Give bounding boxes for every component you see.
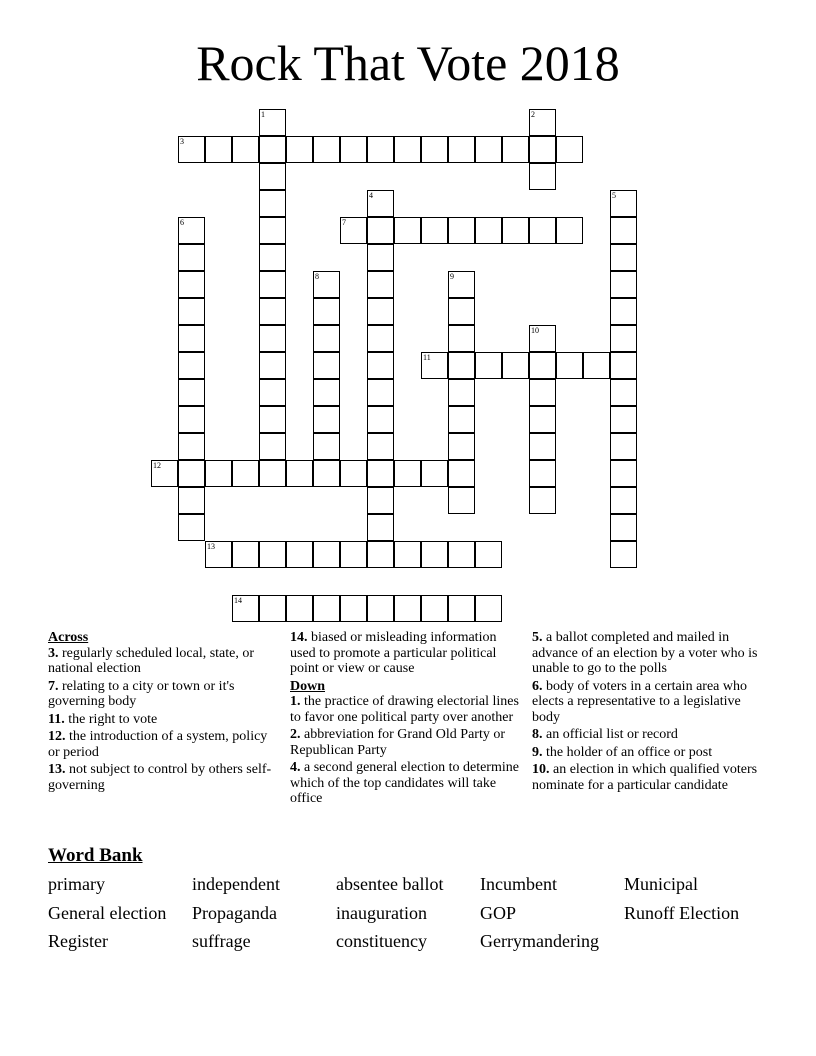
clue-item-text: not subject to control by others self-governing [48,762,272,793]
grid-cell[interactable] [475,217,502,244]
clue-item-text: the introduction of a system, policy or period [48,729,268,760]
grid-cell[interactable] [367,514,394,541]
grid-cell[interactable] [178,271,205,298]
grid-cell[interactable] [556,352,583,379]
grid-cell[interactable] [448,595,475,622]
grid-cell[interactable] [232,541,259,568]
grid-cell[interactable] [286,460,313,487]
grid-cell[interactable] [313,595,340,622]
grid-cell[interactable] [529,379,556,406]
grid-cell[interactable] [232,460,259,487]
grid-cell[interactable] [178,298,205,325]
grid-cell[interactable] [502,352,529,379]
down-heading: Down [290,678,326,694]
grid-cell[interactable] [313,271,340,298]
grid-cell[interactable] [367,433,394,460]
clue-item-number: 5. [532,630,543,645]
clue-item-text: relating to a city or town or it's governing body [48,678,235,709]
grid-cell[interactable] [259,541,286,568]
grid-cell[interactable] [313,460,340,487]
grid-cell[interactable] [178,379,205,406]
grid-cell[interactable] [421,541,448,568]
grid-cell[interactable] [367,487,394,514]
clue-item [532,630,762,677]
clues-column-2 [290,630,520,809]
grid-cell[interactable] [178,514,205,541]
grid-cell[interactable] [394,595,421,622]
grid-cell[interactable] [340,541,367,568]
grid-cell[interactable] [583,352,610,379]
clue-item-text: biased or misleading information used to promote a particular political point or view or cause [290,630,497,676]
grid-cell[interactable] [610,514,637,541]
grid-cell[interactable] [610,433,637,460]
clue-item [532,679,762,726]
clue-item-text: an official list or record [546,727,678,742]
grid-cell[interactable] [394,541,421,568]
clue-number: 1 [261,110,265,119]
word-bank-item: suffrage [192,931,251,951]
grid-cell[interactable] [367,244,394,271]
grid-cell[interactable] [313,352,340,379]
clue-item [290,630,520,677]
grid-cell[interactable] [556,136,583,163]
clue-number: 3 [180,137,184,146]
word-bank-item: inauguration [336,903,427,923]
grid-cell[interactable] [475,352,502,379]
grid-cell[interactable] [610,271,637,298]
clue-item [48,712,273,728]
grid-cell[interactable] [448,298,475,325]
clue-item [290,727,520,758]
clue-item-text: the right to vote [68,711,158,727]
grid-cell[interactable] [259,460,286,487]
clue-number: 8 [315,272,319,281]
grid-cell[interactable] [421,352,448,379]
grid-cell[interactable] [367,541,394,568]
clue-item-number: 3. [48,645,59,661]
grid-cell[interactable] [448,325,475,352]
grid-cell[interactable] [313,325,340,352]
grid-cell[interactable] [367,460,394,487]
clue-item-number: 8. [532,727,543,742]
grid-cell[interactable] [313,136,340,163]
page-title: Rock That Vote 2018 [196,35,620,91]
clue-item-number: 11. [48,711,65,727]
clue-item-text: regularly scheduled local, state, or national election [48,645,255,676]
word-bank-item: Municipal [624,874,698,894]
grid-cell[interactable] [259,595,286,622]
clue-item-number: 1. [290,694,301,709]
clue-item [532,745,762,761]
word-bank-item: Runoff Election [624,903,740,923]
grid-cell[interactable] [259,190,286,217]
grid-cell[interactable] [313,541,340,568]
grid-cell[interactable] [367,136,394,163]
down-clue-list-continued [532,630,762,793]
clues-column-3 [532,630,762,795]
grid-cell[interactable] [421,217,448,244]
grid-cell[interactable] [340,217,367,244]
grid-cell[interactable] [205,541,232,568]
grid-cell[interactable] [610,190,637,217]
clue-number: 4 [369,191,373,200]
grid-cell[interactable] [259,352,286,379]
clue-item-number: 10. [532,762,550,777]
grid-cell[interactable] [610,379,637,406]
grid-cell[interactable] [178,217,205,244]
grid-cell[interactable] [313,379,340,406]
grid-cell[interactable] [367,379,394,406]
grid-cell[interactable] [367,271,394,298]
grid-cell[interactable] [448,379,475,406]
grid-cell[interactable] [367,217,394,244]
clue-item [290,760,520,807]
grid-cell[interactable] [529,433,556,460]
grid-cell[interactable] [448,136,475,163]
clue-number: 13 [207,542,215,551]
grid-cell[interactable] [178,487,205,514]
across-clue-list [48,646,273,794]
grid-cell[interactable] [610,352,637,379]
grid-cell[interactable] [421,595,448,622]
grid-cell[interactable] [394,217,421,244]
grid-cell[interactable] [205,136,232,163]
grid-cell[interactable] [340,460,367,487]
clue-item-text: the holder of an office or post [546,744,713,760]
clue-number: 11 [423,353,431,362]
grid-cell[interactable] [475,595,502,622]
word-bank-item: Propaganda [192,903,277,923]
grid-cell[interactable] [529,406,556,433]
grid-cell[interactable] [367,190,394,217]
clue-item [48,729,273,760]
clue-number: 5 [612,191,616,200]
grid-cell[interactable] [394,136,421,163]
grid-cell[interactable] [529,487,556,514]
grid-cell[interactable] [448,541,475,568]
clue-item-number: 4. [290,760,301,775]
word-bank-item: GOP [480,903,517,923]
grid-cell[interactable] [340,136,367,163]
clue-number: 14 [234,596,242,605]
clue-number: 6 [180,218,184,227]
clue-item [48,762,273,793]
grid-cell[interactable] [556,217,583,244]
grid-cell[interactable] [367,595,394,622]
clue-number: 2 [531,110,535,119]
across-clue-list-continued [290,630,520,677]
grid-cell[interactable] [259,271,286,298]
clue-item-number: 14. [290,630,308,645]
grid-cell[interactable] [610,217,637,244]
word-bank-heading: Word Bank [48,845,143,866]
grid-cell[interactable] [151,460,178,487]
clue-item [532,727,762,743]
grid-cell[interactable] [529,163,556,190]
word-bank-item: Gerrymandering [480,931,599,951]
grid-cell[interactable] [529,217,556,244]
clue-item [48,679,273,710]
grid-cell[interactable] [313,433,340,460]
clue-item-text: a ballot completed and mailed in advance of an election by a voter who is unable to go to the polls [532,630,758,676]
grid-cell[interactable] [610,541,637,568]
grid-cell[interactable] [205,460,232,487]
word-bank-item: constituency [336,931,427,951]
grid-cell[interactable] [340,595,367,622]
grid-cell[interactable] [367,298,394,325]
grid-cell[interactable] [610,460,637,487]
grid-cell[interactable] [448,217,475,244]
clue-item [290,694,520,725]
grid-cell[interactable] [367,352,394,379]
grid-cell[interactable] [259,298,286,325]
clue-number: 10 [531,326,539,335]
clue-number: 12 [153,461,161,470]
grid-cell[interactable] [313,406,340,433]
across-heading: Across [48,630,89,645]
clue-item-number: 2. [290,727,301,742]
grid-cell[interactable] [421,460,448,487]
clue-item-number: 12. [48,729,66,744]
clue-item-text: abbreviation for Grand Old Party or Republican Party [290,727,505,758]
clue-number: 7 [342,218,346,227]
grid-cell[interactable] [286,136,313,163]
grid-cell[interactable] [421,136,448,163]
grid-cell[interactable] [232,136,259,163]
grid-cell[interactable] [178,325,205,352]
grid-cell[interactable] [259,217,286,244]
word-bank-item: absentee ballot [336,874,444,894]
grid-cell[interactable] [178,406,205,433]
grid-cell[interactable] [610,298,637,325]
grid-cell[interactable] [475,541,502,568]
grid-cell[interactable] [178,460,205,487]
word-bank-item: primary [48,874,105,894]
grid-cell[interactable] [610,487,637,514]
grid-cell[interactable] [259,406,286,433]
clue-item [48,646,273,677]
clue-item-number: 13. [48,762,66,777]
grid-cell[interactable] [259,109,286,136]
grid-cell[interactable] [529,109,556,136]
grid-cell[interactable] [529,352,556,379]
grid-cell[interactable] [367,325,394,352]
down-clue-list [290,694,520,807]
grid-cell[interactable] [394,460,421,487]
clue-number: 9 [450,272,454,281]
clue-item-number: 6. [532,678,543,694]
word-bank-item: Register [48,931,108,951]
grid-cell[interactable] [529,325,556,352]
grid-cell[interactable] [259,325,286,352]
word-bank-item: Incumbent [480,874,557,894]
grid-cell[interactable] [610,244,637,271]
grid-cell[interactable] [610,325,637,352]
grid-cell[interactable] [475,136,502,163]
grid-cell[interactable] [448,352,475,379]
grid-cell[interactable] [178,244,205,271]
grid-cell[interactable] [502,136,529,163]
grid-cell[interactable] [610,406,637,433]
grid-cell[interactable] [286,541,313,568]
grid-cell[interactable] [259,136,286,163]
grid-cell[interactable] [286,595,313,622]
word-bank-item: independent [192,874,280,894]
grid-cell[interactable] [232,595,259,622]
grid-cell[interactable] [259,433,286,460]
grid-cell[interactable] [529,460,556,487]
clue-item-text: body of voters in a certain area who elects a representative to a legislative body [532,678,747,725]
grid-cell[interactable] [259,163,286,190]
grid-cell[interactable] [448,271,475,298]
word-bank-item: General election [48,903,167,923]
grid-cell[interactable] [178,433,205,460]
grid-cell[interactable] [448,406,475,433]
grid-cell[interactable] [259,244,286,271]
clue-item-text: an election in which qualified voters nominate for a particular candidate [532,762,758,793]
grid-cell[interactable] [448,460,475,487]
grid-cell[interactable] [529,136,556,163]
grid-cell[interactable] [502,217,529,244]
clues-column-1 [48,630,273,795]
grid-cell[interactable] [313,298,340,325]
clue-item-text: the practice of drawing electorial lines to favor one political party over another [290,694,519,725]
clue-item-number: 7. [48,678,59,694]
clue-item [532,762,762,793]
grid-cell[interactable] [259,379,286,406]
grid-cell[interactable] [178,136,205,163]
clue-item-number: 9. [532,744,543,760]
grid-cell[interactable] [367,406,394,433]
grid-cell[interactable] [178,352,205,379]
clue-item-text: a second general election to determine which of the top candidates will take office [290,760,519,806]
grid-cell[interactable] [448,433,475,460]
grid-cell[interactable] [448,487,475,514]
